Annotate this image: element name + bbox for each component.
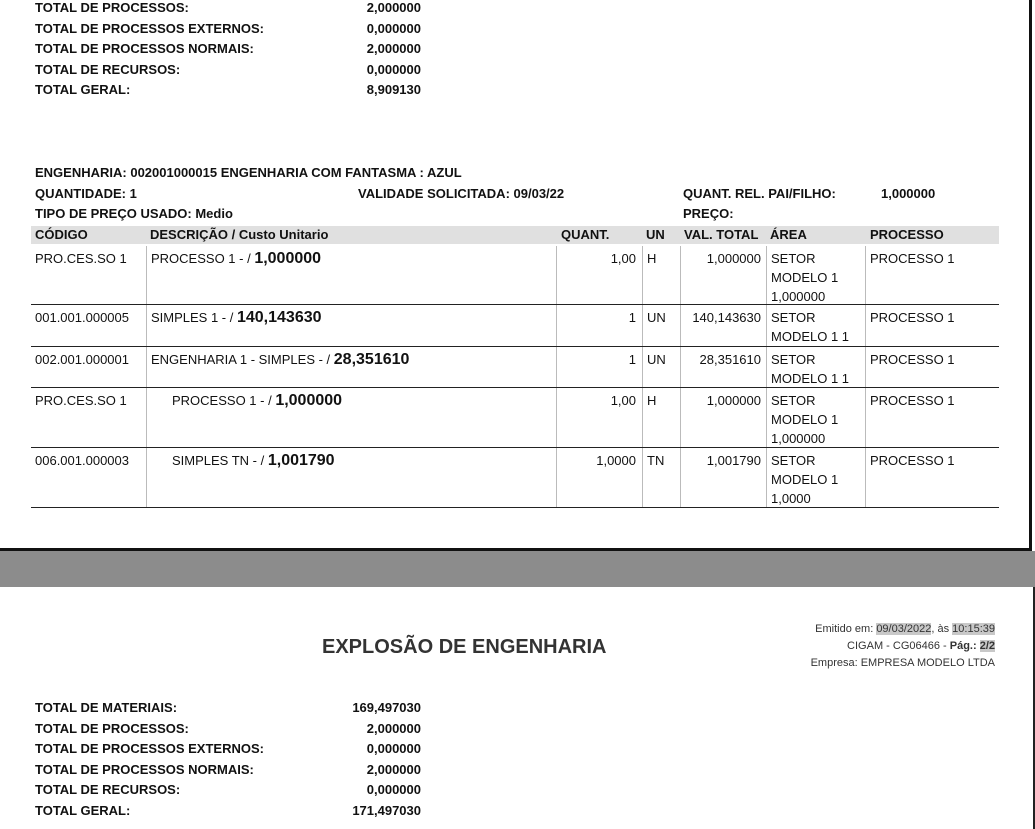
page-gap xyxy=(0,551,1035,587)
total-label: TOTAL DE RECURSOS: xyxy=(35,61,181,77)
area-line: MODELO 1 1 xyxy=(771,371,850,386)
validade-label: VALIDADE SOLICITADA: 09/03/22 xyxy=(358,186,565,201)
row-un: UN xyxy=(647,352,666,367)
total-row xyxy=(35,739,421,760)
row-val-total: 1,001790 xyxy=(706,453,761,468)
quant-rel-value: 1,000000 xyxy=(881,186,936,201)
row-descricao xyxy=(151,350,409,369)
total-value: 2,000000 xyxy=(366,761,421,777)
row-area xyxy=(771,249,838,306)
total-row xyxy=(35,698,421,719)
emitido-time: 10:15:39 xyxy=(952,623,995,635)
area-line: MODELO 1 xyxy=(771,472,839,487)
row-area xyxy=(771,350,849,388)
total-value: 171,497030 xyxy=(352,802,421,818)
row-quant: 1,0000 xyxy=(596,453,636,468)
total-label: TOTAL DE PROCESSOS NORMAIS: xyxy=(35,761,254,777)
total-row xyxy=(35,719,421,740)
total-row xyxy=(35,19,421,40)
tipo-preco-label: TIPO DE PREÇO USADO: Medio xyxy=(35,206,233,221)
row-un: TN xyxy=(647,453,665,468)
table-row xyxy=(31,347,999,388)
row-desc-text: PROCESSO 1 - / xyxy=(172,393,276,408)
row-desc-text: ENGENHARIA 1 - SIMPLES - / xyxy=(151,352,334,367)
preco-label: PREÇO: xyxy=(683,206,734,221)
area-line: SETOR xyxy=(771,251,816,266)
row-quant: 1 xyxy=(628,310,636,325)
total-row xyxy=(35,80,421,101)
total-label: TOTAL DE MATERIAIS: xyxy=(35,700,178,715)
area-line: MODELO 1 xyxy=(771,412,839,427)
table-row xyxy=(31,388,999,448)
emitido-date: 09/03/2022 xyxy=(876,623,932,635)
emitido-line xyxy=(815,623,995,635)
area-line: 1,000000 xyxy=(771,431,826,446)
row-quant: 1 xyxy=(628,352,636,367)
area-line: MODELO 1 1 xyxy=(771,329,850,344)
total-value: 0,000000 xyxy=(366,20,421,36)
row-quant: 1,00 xyxy=(610,251,636,266)
area-line: SETOR xyxy=(771,352,816,367)
total-value: 0,000000 xyxy=(366,61,421,77)
area-line: 1,0000 xyxy=(771,491,811,506)
row-descricao xyxy=(172,451,335,470)
total-value: 2,000000 xyxy=(366,720,421,736)
col-descricao: DESCRIÇÃO / Custo Unitario xyxy=(150,227,329,242)
row-area xyxy=(771,308,849,346)
total-row xyxy=(35,780,421,801)
page-label: Pág.: xyxy=(949,640,980,652)
row-processo: PROCESSO 1 xyxy=(870,352,955,367)
total-label: TOTAL DE PROCESSOS NORMAIS: xyxy=(35,41,254,56)
row-custo: 1,000000 xyxy=(254,250,322,267)
row-processo: PROCESSO 1 xyxy=(870,310,955,325)
total-row xyxy=(35,801,421,822)
row-area xyxy=(771,451,838,508)
total-label: TOTAL DE PROCESSOS EXTERNOS: xyxy=(35,20,264,36)
row-custo: 28,351610 xyxy=(333,351,410,368)
row-val-total: 140,143630 xyxy=(692,310,761,325)
row-processo: PROCESSO 1 xyxy=(870,251,955,266)
row-desc-text: PROCESSO 1 - / xyxy=(151,251,255,266)
total-value: 2,000000 xyxy=(366,41,421,56)
row-val-total: 1,000000 xyxy=(706,393,761,408)
row-descricao xyxy=(151,308,322,327)
row-custo: 1,001790 xyxy=(267,452,335,469)
total-label: TOTAL DE RECURSOS: xyxy=(35,782,181,797)
engenharia-header: ENGENHARIA: 002001000015 ENGENHARIA COM FANTASMA : AZUL xyxy=(35,165,462,180)
col-processo: PROCESSO xyxy=(870,227,944,242)
page-number: 2/2 xyxy=(979,640,995,652)
row-quant: 1,00 xyxy=(610,393,636,408)
row-processo: PROCESSO 1 xyxy=(870,393,955,408)
row-descricao xyxy=(151,249,321,268)
col-quant: QUANT. xyxy=(561,227,610,242)
row-un: H xyxy=(647,393,657,408)
col-un: UN xyxy=(646,227,665,242)
cigam-code: CIGAM - CG06466 - xyxy=(847,640,950,652)
row-desc-text: SIMPLES TN - / xyxy=(172,453,268,468)
col-codigo: CÓDIGO xyxy=(35,227,88,242)
total-value: 0,000000 xyxy=(366,741,421,756)
row-descricao xyxy=(172,391,342,410)
row-processo: PROCESSO 1 xyxy=(870,453,955,468)
total-label: TOTAL DE PROCESSOS: xyxy=(35,720,189,736)
col-area: ÁREA xyxy=(770,227,807,242)
quant-rel-label: QUANT. REL. PAI/FILHO: xyxy=(683,186,836,201)
col-val-total: VAL. TOTAL xyxy=(684,227,759,242)
table-row xyxy=(31,448,999,508)
total-row xyxy=(35,60,421,81)
cigam-line xyxy=(847,640,995,652)
row-un: UN xyxy=(647,310,666,325)
area-line: 1,000000 xyxy=(771,289,826,304)
row-area xyxy=(771,391,838,448)
quantidade-label: QUANTIDADE: 1 xyxy=(35,186,137,201)
total-row xyxy=(35,0,421,19)
row-codigo: 002.001.000001 xyxy=(35,352,129,367)
table-row xyxy=(31,246,999,305)
row-desc-text: SIMPLES 1 - / xyxy=(151,310,237,325)
emitido-label: Emitido em: xyxy=(815,623,877,635)
area-line: SETOR xyxy=(771,393,816,408)
empresa-line: Empresa: EMPRESA MODELO LTDA xyxy=(810,657,995,669)
row-codigo: 006.001.000003 xyxy=(35,453,129,468)
total-row xyxy=(35,39,421,60)
emitido-sep: , às xyxy=(931,623,953,635)
total-value: 2,000000 xyxy=(366,0,421,15)
totals-block-page1 xyxy=(35,0,421,101)
area-line: SETOR xyxy=(771,453,816,468)
total-label: TOTAL GERAL: xyxy=(35,802,131,818)
total-value: 8,909130 xyxy=(366,82,421,97)
row-codigo: PRO.CES.SO 1 xyxy=(35,393,127,408)
row-codigo: 001.001.000005 xyxy=(35,310,129,325)
row-custo: 140,143630 xyxy=(236,309,322,326)
area-line: MODELO 1 xyxy=(771,270,839,285)
total-row xyxy=(35,760,421,781)
row-custo: 1,000000 xyxy=(275,392,343,409)
total-value: 169,497030 xyxy=(352,700,421,715)
row-val-total: 1,000000 xyxy=(706,251,761,266)
row-val-total: 28,351610 xyxy=(699,352,761,367)
row-un: H xyxy=(647,251,657,266)
total-label: TOTAL DE PROCESSOS EXTERNOS: xyxy=(35,741,264,756)
table-row xyxy=(31,305,999,347)
totals-block-page2 xyxy=(35,698,421,821)
table-header xyxy=(31,226,999,244)
report-title: EXPLOSÃO DE ENGENHARIA xyxy=(322,636,607,658)
area-line: SETOR xyxy=(771,310,816,325)
total-label: TOTAL DE PROCESSOS: xyxy=(35,0,189,15)
total-label: TOTAL GERAL: xyxy=(35,82,131,97)
total-value: 0,000000 xyxy=(366,782,421,797)
row-codigo: PRO.CES.SO 1 xyxy=(35,251,127,266)
